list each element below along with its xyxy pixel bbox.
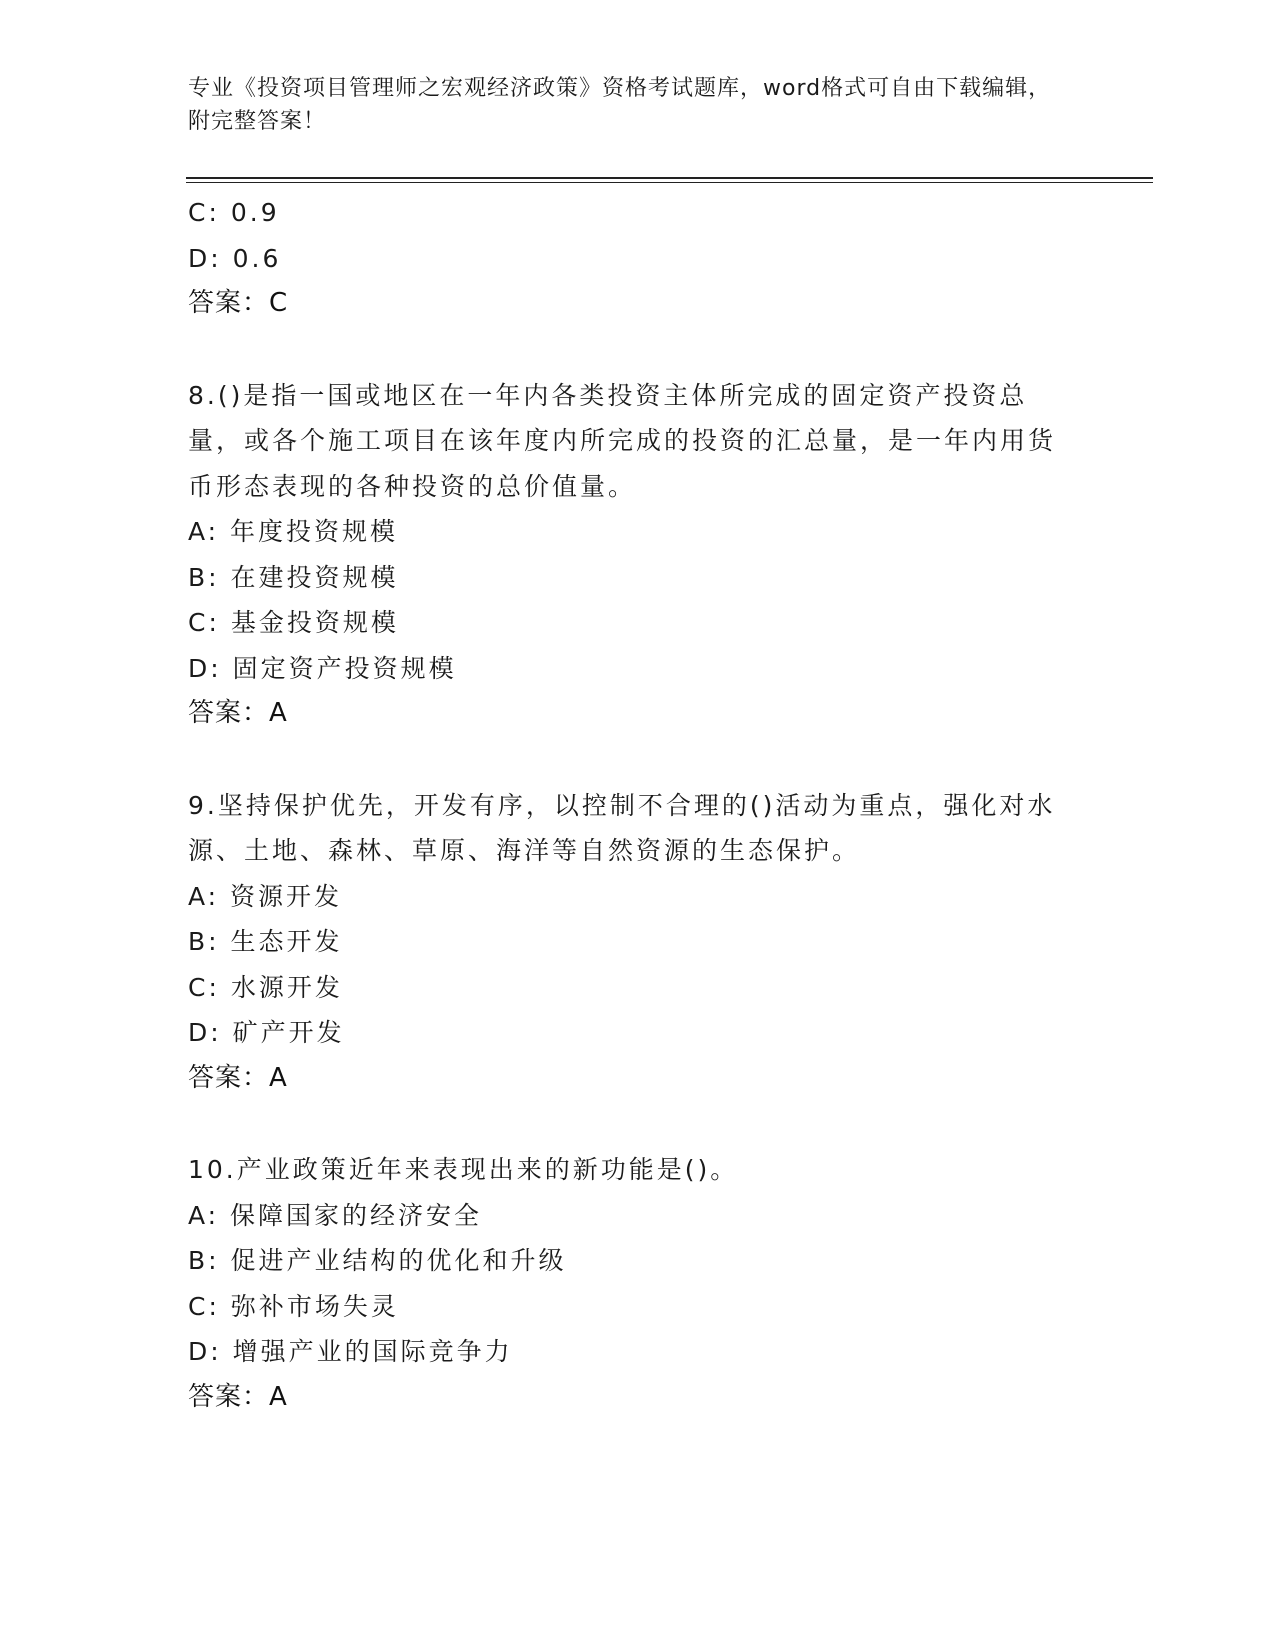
question-block-9	[188, 783, 1068, 1102]
option-a: A: 年度投资规模	[188, 517, 399, 546]
option-a: A: 资源开发	[188, 881, 343, 911]
option-d: D: 0.6	[188, 243, 282, 273]
answer-line: 答案：C	[188, 288, 289, 318]
question-text: 8.()是指一国或地区在一年内各类投资主体所完成的固定资产投资总量，或各个施工项目在该年度内所完成的投资的汇总量，是一年内用货币形态表现的各种投资的总价值量。	[188, 380, 1057, 501]
question-text: 10.产业政策近年来表现出来的新功能是()。	[188, 1155, 739, 1184]
option-b: B: 生态开发	[188, 927, 343, 956]
option-a: A: 保障国家的经济安全	[188, 1200, 483, 1230]
option-c: C: 弥补市场失灵	[188, 1291, 399, 1321]
answer-line: 答案：A	[188, 1062, 288, 1093]
option-b: B: 在建投资规模	[188, 562, 399, 592]
answer-line: 答案：A	[188, 1381, 288, 1412]
block-spacer	[188, 1101, 1068, 1147]
option-d: D: 矿产开发	[188, 1018, 345, 1047]
option-c: C: 基金投资规模	[188, 608, 399, 637]
header-divider-thin	[186, 182, 1153, 183]
question-block-8	[188, 373, 1068, 737]
block-spacer	[188, 737, 1068, 783]
block-spacer	[188, 327, 1068, 373]
option-d: D: 增强产业的国际竞争力	[188, 1337, 513, 1366]
option-b: B: 促进产业结构的优化和升级	[188, 1246, 567, 1275]
header-divider-thick	[186, 177, 1153, 179]
option-c: C: 0.9	[188, 198, 280, 227]
page-header: 专业《投资项目管理师之宏观经济政策》资格考试题库，word格式可自由下载编辑，附完整答案！	[188, 76, 1052, 134]
option-c: C: 水源开发	[188, 972, 343, 1002]
question-text: 9.坚持保护优先，开发有序，以控制不合理的()活动为重点，强化对水源、土地、森林、草原、海洋等自然资源的生态保护。	[188, 790, 1056, 865]
question-list	[188, 190, 1068, 1420]
answer-line: 答案：A	[188, 698, 288, 728]
question-block-7-continued	[188, 190, 1068, 327]
option-d: D: 固定资产投资规模	[188, 653, 457, 683]
question-block-10	[188, 1147, 1068, 1420]
